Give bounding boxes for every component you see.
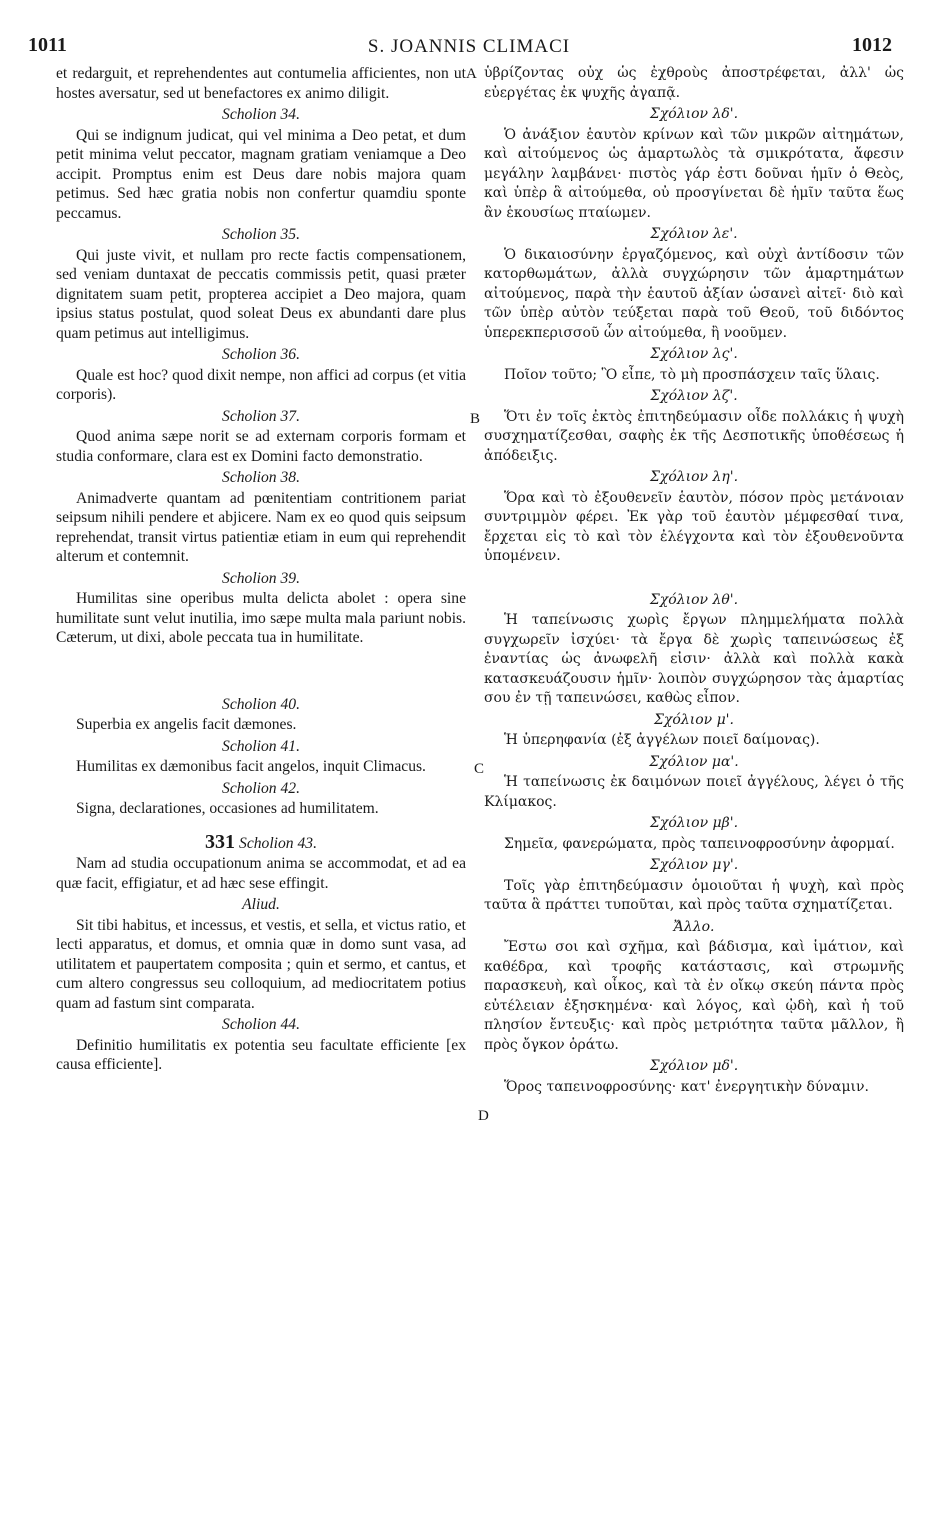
page-number-right: 1012 (852, 34, 892, 56)
latin-paragraph: Quod anima sæpe norit se ad externam corporis formam et studia conformare, clara est ex Domini facto demonstratio. (56, 428, 466, 465)
scholion-heading: Scholion 38. (222, 469, 300, 486)
scholion-heading: Scholion 35. (222, 226, 300, 243)
margin-number: 331 (205, 830, 236, 853)
scholion-heading: Σχόλιον λζ'. (650, 388, 738, 404)
scholion-heading: Scholion 41. (222, 737, 300, 755)
greek-paragraph: Ἔστω σοι καὶ σχῆμα, καὶ βάδισμα, καὶ ἱμάτιον, καὶ καθέδρα, καὶ τροφῆς κατάστασις, καὶ στρωμνῆς παρασκευὴ, καὶ οἶκος, καὶ τὰ ἐν οἴκῳ σκεύη πάντα πρὸς εὐτέλειαν ἐξησκημένα· καὶ λόγος, καὶ ᾠδὴ, καὶ ἡ τοῦ πλησίον ἔντευξις· καὶ πρὸς μετριότητα ταῦτα μᾶλλον, ἢ πρὸς ὄγκον ὁράτω. (484, 939, 904, 1053)
greek-paragraph: ὑβρίζοντας οὐχ ὡς ἐχθροὺς ἀποστρέφεται, ἀλλ' ὡς εὐεργέτας ἐκ ψυχῆς ἀγαπᾷ. (484, 65, 904, 101)
greek-column (484, 64, 904, 1099)
greek-paragraph: Ὅτι ἐν τοῖς ἐκτὸς ἐπιτηδεύμασιν οἶδε πολλάκις ἡ ψυχὴ συσχηματίζεσθαι, σαφὴς ἐκ τῆς Δεσποτικῆς ὑποθέσεως ἡ ἀπόδειξις. (484, 408, 904, 464)
page-number-left: 1011 (28, 34, 67, 56)
scholion-heading: Σχόλιον μ'. (654, 711, 734, 728)
margin-marker-d: D (478, 1108, 489, 1124)
margin-marker-b: B (470, 411, 481, 427)
greek-paragraph: Τοῖς γὰρ ἐπιτηδεύμασιν ὁμοιοῦται ἡ ψυχὴ, καὶ πρὸς ταῦτα ἃ πράττει τυποῦται, καὶ πρὸς ταῦτα σχηματίζεται. (484, 877, 904, 913)
scholion-heading: Σχόλιον μγ'. (649, 857, 739, 873)
greek-paragraph: Ἡ ταπείνωσις χωρὶς ἔργων πλημμελήματα πολλὰ συγχωρεῖν ἰσχύει· τὰ ἔργα δὲ χωρὶς ταπεινώσεως ἐξ ἐναντίας ὡς ἀνωφελῆ εἰσιν· ἀλλὰ καὶ πολλὰ κακὰ κατασκευάζουσιν ἡμῖν· λοιπὸν συγχώρησον τὰς ἁμαρτίας σου ἐν τῇ ταπεινώσει, καθὼς εἶπον. (484, 612, 904, 706)
scholion-heading: Σχόλιον λε'. (650, 226, 738, 242)
scholion-heading: Scholion 40. (222, 695, 300, 713)
greek-paragraph: Ὁ ἀνάξιον ἑαυτὸν κρίνων καὶ τῶν μικρῶν αἰτημάτων, καὶ αἰτούμενος ὡς ἁμαρτωλὸς τὰ σμικρότατα, ἄφεσιν μεγάλην λαμβάνει· πιστὸς γάρ ἐστι δοῦναι ἡμῖν ὁ Θεὸς, καὶ ὑπὲρ ἃ αἰτούμεθα, οὐ προσγίνεται δὲ ἡμῖν ταῦτα ἕως ἂν ἑκουσίως πταίωμεν. (484, 126, 904, 221)
latin-paragraph: Humilitas sine operibus multa delicta abolet : opera sine humilitate sunt velut inutilia, imo sæpe multa mala pariunt nobis. Cæterum, ut dixi, abole peccata tua in humilitate. (56, 590, 466, 646)
scholion-heading: Σχόλιον μβ'. (649, 815, 739, 831)
page-header (0, 30, 938, 60)
spacer (56, 650, 466, 694)
scholion-heading: Scholion 34. (222, 106, 300, 123)
spacer (484, 569, 904, 590)
scholion-heading: Scholion 42. (222, 779, 300, 797)
scholion-heading: Σχόλιον λς'. (650, 346, 738, 362)
greek-paragraph: Ἡ ταπείνωσις ἐκ δαιμόνων ποιεῖ ἀγγέλους, λέγει ὁ τῆς Κλίμακος. (484, 774, 904, 810)
margin-marker-a: A (466, 66, 477, 82)
latin-paragraph: Nam ad studia occupationum anima se accommodat, et ad ea quæ facit, effigiatur, et ad hæc sese effingit. (56, 855, 466, 892)
scholion-heading: Σχόλιον λδ'. (649, 106, 739, 122)
scholion-heading: Scholion 44. (222, 1016, 300, 1033)
latin-paragraph: Animadverte quantam ad pœnitentiam contritionem pariat seipsum nihili pendere et abjicere. Nam ex eo quod quis seipsum reprehendat, transit virtus patientiæ etiam in eum qui reprehendit alterum et contemnit. (56, 489, 466, 565)
latin-column (56, 64, 466, 1077)
latin-paragraph: Qui juste vivit, et nullam pro recte factis compensationem, sed veniam duntaxat de peccatis commissis petit, quasi præter dignitatem suam petit, propterea accipiet a Deo majora, quam ipsius status postulat, quod soleat Deus ex abundanti dare plus quam petimus aut intelligimus. (56, 246, 466, 342)
scholion-heading: Σχόλιον λθ'. (649, 591, 739, 608)
margin-marker-c: C (474, 761, 485, 777)
latin-paragraph: Humilitas ex dæmonibus facit angelos, inquit Climacus. (76, 758, 426, 775)
latin-paragraph: Superbia ex angelis facit dæmones. (76, 716, 297, 733)
scholion-heading: Scholion 36. (222, 346, 300, 363)
scholion-heading-text: Scholion 43. (239, 834, 317, 852)
aliud-heading: Ἄλλο. (673, 918, 715, 935)
latin-paragraph: Definitio humilitatis ex potentia seu facultate efficiente [ex causa efficiente]. (56, 1036, 466, 1073)
latin-paragraph: Signa, declarationes, occasiones ad humilitatem. (76, 800, 379, 817)
greek-paragraph: Ὁ δικαιοσύνην ἐργαζόμενος, καὶ οὐχὶ ἀντίδοσιν τῶν κατορθωμάτων, ἀλλὰ συγχώρησιν τῶν ἁμαρτημάτων αἰτούμενος, παρὰ τὴν ἑαυτοῦ ἀξίαν ὡσανεὶ αἰτεῖ· διὸ καὶ τῶν ὑπὲρ αὐτὸν τεύξεται παρὰ τοῦ Θεοῦ, τοῦ διδόντος ὑπερεκπερισσοῦ ὧν αἰτούμεθα, ἢ νοοῦμεν. (484, 246, 904, 341)
greek-paragraph: Ἡ ὑπερηφανία (ἐξ ἀγγέλων ποιεῖ δαίμονας). (504, 732, 820, 748)
latin-paragraph: et redarguit, et reprehendentes aut contumelia afficientes, non ut hostes aversatur, sed ut benefactores ex animo diligit. (56, 65, 466, 102)
latin-paragraph: Quale est hoc? quod dixit nempe, non affici ad corpus (et vitia corporis). (56, 366, 466, 403)
scholion-heading: Scholion 37. (222, 407, 300, 425)
greek-paragraph: Ὅρα καὶ τὸ ἐξουθενεῖν ἑαυτὸν, πόσον πρὸς μετάνοιαν συντριμμὸν φέρει. Ἐκ γὰρ τοῦ ἑαυτὸν μέμφεσθαί τινα, ἔρχεται εἰς τὸ καὶ τὸν ἐλέγχοντα καὶ τὸν ἐξουθενοῦντα ὑπομένειν. (484, 489, 904, 564)
greek-paragraph: Ὅρος ταπεινοφροσύνης· κατ' ἐνεργητικὴν δύναμιν. (504, 1078, 869, 1095)
scholion-heading: Σχόλιον μα'. (649, 753, 739, 770)
greek-paragraph: Ποῖον τοῦτο; Ὃ εἶπε, τὸ μὴ προσπάσχειν ταῖς ὕλαις. (504, 366, 880, 383)
greek-paragraph: Σημεῖα, φανερώματα, πρὸς ταπεινοφροσύνην ἀφορμαί. (504, 835, 895, 852)
scholion-heading: Σχόλιον μδ'. (649, 1058, 739, 1074)
latin-paragraph: Sit tibi habitus, et incessus, et vestis, et sella, et victus ratio, et lecti apparatus, et domus, et omnia quæ in domo sunt vasa, ad utilitatem et paupertatem composita ; quin et sermo, et cantus, et cum altero congressus seu colloquium, ad mediocritatem potius quam ad fastum sint comparata. (56, 916, 466, 1012)
latin-paragraph: Qui se indignum judicat, qui vel minima a Deo petat, et dum petit minima velut peccator, magnam gratiam veniamque a Deo accipit. Promptus enim est Deus dare nobis majora quam petimus. Sed hæc gratia nobis non confertur quamdiu sponte peccamus. (56, 126, 466, 222)
scholion-heading-43 (56, 830, 466, 854)
aliud-heading: Aliud. (242, 896, 280, 913)
scholion-heading: Scholion 39. (222, 569, 300, 587)
running-title: S. JOANNIS CLIMACI (367, 36, 571, 57)
scholion-heading: Σχόλιον λη'. (649, 469, 739, 485)
